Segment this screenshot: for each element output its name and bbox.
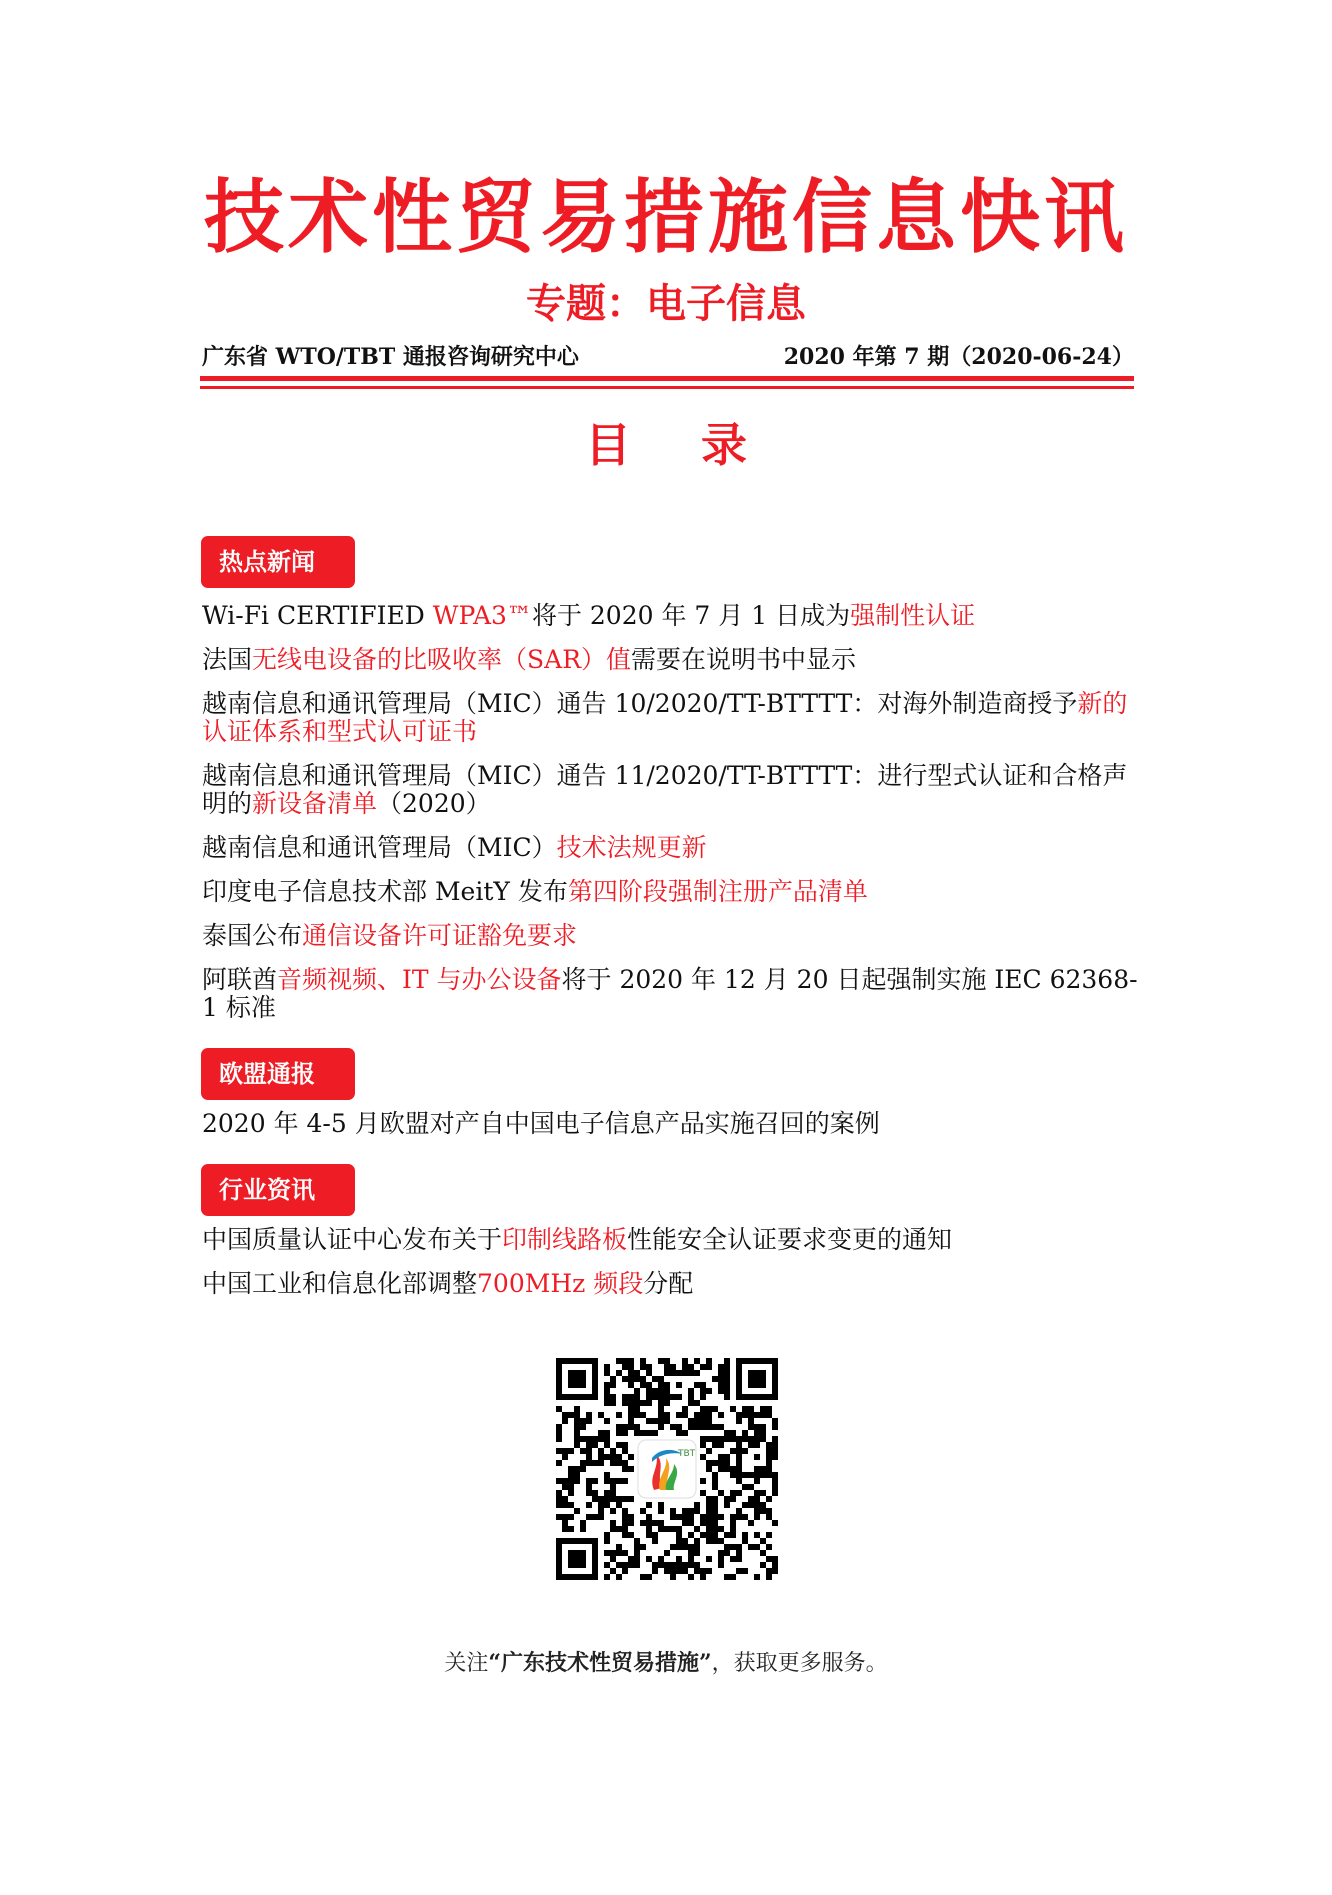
item-text: 将于 2020 年 7 月 1 日成为 [531, 601, 851, 630]
item-text: 2020 年 4-5 月欧盟对产自中国电子信息产品实施召回的案例 [202, 1109, 880, 1138]
section-tab-industry-news: 行业资讯 [201, 1164, 355, 1216]
item-text: 需要在说明书中显示 [631, 645, 857, 674]
item-text: 法国 [202, 645, 253, 674]
footer-note [0, 1648, 1332, 1679]
toc-heading [0, 414, 1332, 476]
toc-item[interactable] [202, 762, 1138, 818]
qr-code-icon [556, 1358, 778, 1580]
footer-text: 关注 [444, 1651, 489, 1676]
toc-item[interactable] [202, 646, 1138, 674]
toc-item[interactable] [202, 966, 1138, 1022]
item-text: Wi-Fi CERTIFIED [202, 601, 433, 630]
item-highlight: 新的认证体系和型式认可证书 [202, 689, 1128, 746]
item-highlight: 第四阶段强制注册产品清单 [567, 877, 868, 906]
newsletter-title: 技术性贸易措施信息快讯 [204, 171, 1128, 264]
item-text: 中国工业和信息化部调整 [202, 1269, 478, 1298]
header-rule-thick [200, 376, 1134, 381]
item-text: 泰国公布 [202, 921, 303, 950]
item-text: 将于 2020 年 12 月 20 日起强制实施 IEC 62368-1 标准 [202, 965, 1138, 1022]
header-rule-thin [200, 386, 1134, 389]
item-highlight: 印制线路板 [502, 1225, 628, 1254]
item-highlight: 强制性认证 [850, 601, 976, 630]
item-text: 印度电子信息技术部 MeitY 发布 [202, 877, 568, 906]
organization-name: 广东省 WTO/TBT 通报咨询研究中心 [202, 344, 579, 370]
item-text: 越南信息和通讯管理局（MIC） [202, 833, 557, 862]
item-text: （2020） [377, 789, 491, 818]
item-text: 性能安全认证要求变更的通知 [627, 1225, 953, 1254]
item-highlight: 700MHz 频段 [477, 1269, 644, 1298]
toc-heading-char-2: 录 [701, 418, 747, 472]
toc-item[interactable] [202, 690, 1138, 746]
section-tab-hot-news: 热点新闻 [201, 536, 355, 588]
item-text: 中国质量认证中心发布关于 [202, 1225, 503, 1254]
toc-item[interactable] [202, 602, 1138, 630]
item-text: 分配 [643, 1269, 694, 1298]
tbt-logo-icon [638, 1440, 696, 1498]
item-highlight: 音频视频、IT 与办公设备 [277, 965, 562, 994]
toc-item[interactable] [202, 834, 1138, 862]
toc-item[interactable] [202, 878, 1138, 906]
issue-info: 2020 年第 7 期（2020-06-24） [783, 344, 1134, 370]
toc-item[interactable] [202, 1226, 1138, 1254]
toc-item[interactable] [202, 922, 1138, 950]
newsletter-subtitle: 专题：电子信息 [526, 281, 806, 327]
toc-item[interactable] [202, 1110, 1138, 1138]
section-tab-eu-notifications: 欧盟通报 [201, 1048, 355, 1100]
footer-text: ，获取更多服务。 [711, 1651, 888, 1676]
masthead [200, 342, 1134, 372]
item-highlight: 新设备清单 [252, 789, 378, 818]
item-highlight: WPA3™ [432, 601, 532, 630]
tbt-logo-text: TBT [678, 1449, 696, 1459]
item-highlight: 技术法规更新 [556, 833, 707, 862]
toc-item[interactable] [202, 1270, 1138, 1298]
toc-heading-char-1: 目 [585, 418, 631, 472]
item-text: 越南信息和通讯管理局（MIC）通告 11/2020/TT-BTTTT：进行型式认证和合格声明的 [202, 761, 1128, 818]
item-text: 阿联酋 [202, 965, 278, 994]
item-highlight: 通信设备许可证豁免要求 [302, 921, 578, 950]
item-highlight: 无线电设备的比吸收率（SAR）值 [252, 645, 632, 674]
footer-account-name: “广东技术性贸易措施” [488, 1650, 712, 1676]
item-text: 越南信息和通讯管理局（MIC）通告 10/2020/TT-BTTTT：对海外制造商授予 [202, 689, 1078, 718]
